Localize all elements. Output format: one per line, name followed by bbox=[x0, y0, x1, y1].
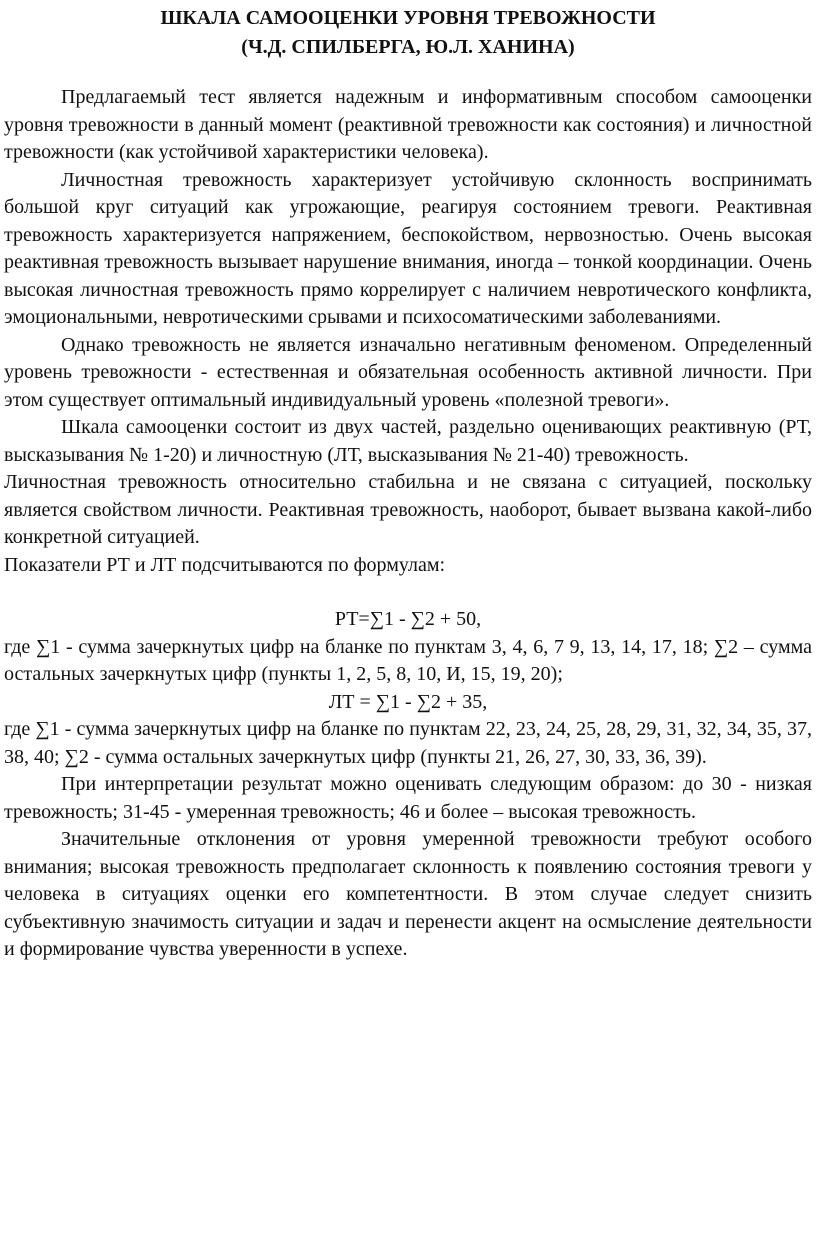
formula-lt: ЛТ = ∑1 - ∑2 + 35, bbox=[328, 690, 488, 713]
paragraph-personal-anxiety: Личностная тревожность характеризует устойчивую склонность воспринимать большой круг ситуаций как угрожающие, реагируя состоянием тревоги. Реактивная тревожность характеризуется напряжением, беспокойством, нервозностью. Очень высокая реактивная тревожность вызывает нарушение внимания, иногда – тонкой координации. Очень высокая личностная тревожность прямо коррелирует с наличием невротического конфликта, эмоциональными, невротическими срывами и психосоматическими заболеваниями. bbox=[4, 168, 812, 328]
paragraph-interpretation: При интерпретации результат можно оценивать следующим образом: до 30 - низкая тревожность; 31-45 - умеренная тревожность; 46 и более – высокая тревожность. bbox=[4, 773, 812, 823]
paragraph-intro: Предлагаемый тест является надежным и информативным способом самооценки уровня тревожности в данный момент (реактивной тревожности как состояния) и личностной тревожности (как устойчивой характеристики человека). bbox=[4, 86, 812, 163]
paragraph-conclusion: Значительные отклонения от уровня умеренной тревожности требуют особого внимания; высокая тревожность предполагает склонность к появлению состояния тревоги у человека в ситуациях оценки его компетентности. В этом случае следует снизить субъективную значимость ситуации и задач и перенести акцент на осмысление деятельности и формирование чувства уверенности в успехе. bbox=[4, 828, 812, 960]
paragraph-scale-parts: Шкала самооценки состоит из двух частей, раздельно оценивающих реактивную (РТ, высказывания № 1-20) и личностную (ЛТ, высказывания № 21-40) тревожность. bbox=[4, 416, 812, 466]
formula-rt: РТ=∑1 - ∑2 + 50, bbox=[334, 608, 482, 630]
spacer bbox=[4, 579, 812, 606]
title-line-1: ШКАЛА САМООЦЕНКИ УРОВНЯ ТРЕВОЖНОСТИ bbox=[160, 7, 656, 29]
paragraph-not-negative: Однако тревожность не является изначально негативным феноменом. Определенный уровень тревожности - естественная и обязательная особенность активной личности. При этом существует оптимальный индивидуальный уровень «полезной тревоги». bbox=[4, 333, 812, 411]
formula-lt-description: где ∑1 - сумма зачеркнутых цифр на бланке по пунктам 22, 23, 24, 25, 28, 29, 31, 32, 34, 35, 37, 38, 40; ∑2 - сумма остальных зачеркнутых цифр (пункты 21, 26, 27, 30, 33, 36, 39). bbox=[4, 718, 812, 768]
document-title bbox=[4, 4, 812, 62]
paragraph-formulas-intro: Показатели РТ и ЛТ подсчитываются по формулам: bbox=[4, 553, 446, 576]
formula-rt-description: где ∑1 - сумма зачеркнутых цифр на бланке по пунктам 3, 4, 6, 7 9, 13, 14, 17, 18; ∑2 – сумма остальных зачеркнутых цифр (пункты 1, 2, 5, 8, 10, И, 15, 19, 20); bbox=[4, 635, 812, 685]
paragraph-stability: Личностная тревожность относительно стабильна и не связана с ситуацией, поскольку является свойством личности. Реактивная тревожность, наоборот, бывает вызвана какой-либо конкретной ситуацией. bbox=[4, 471, 812, 548]
title-line-2: (Ч.Д. СПИЛБЕРГА, Ю.Л. ХАНИНА) bbox=[241, 36, 575, 58]
